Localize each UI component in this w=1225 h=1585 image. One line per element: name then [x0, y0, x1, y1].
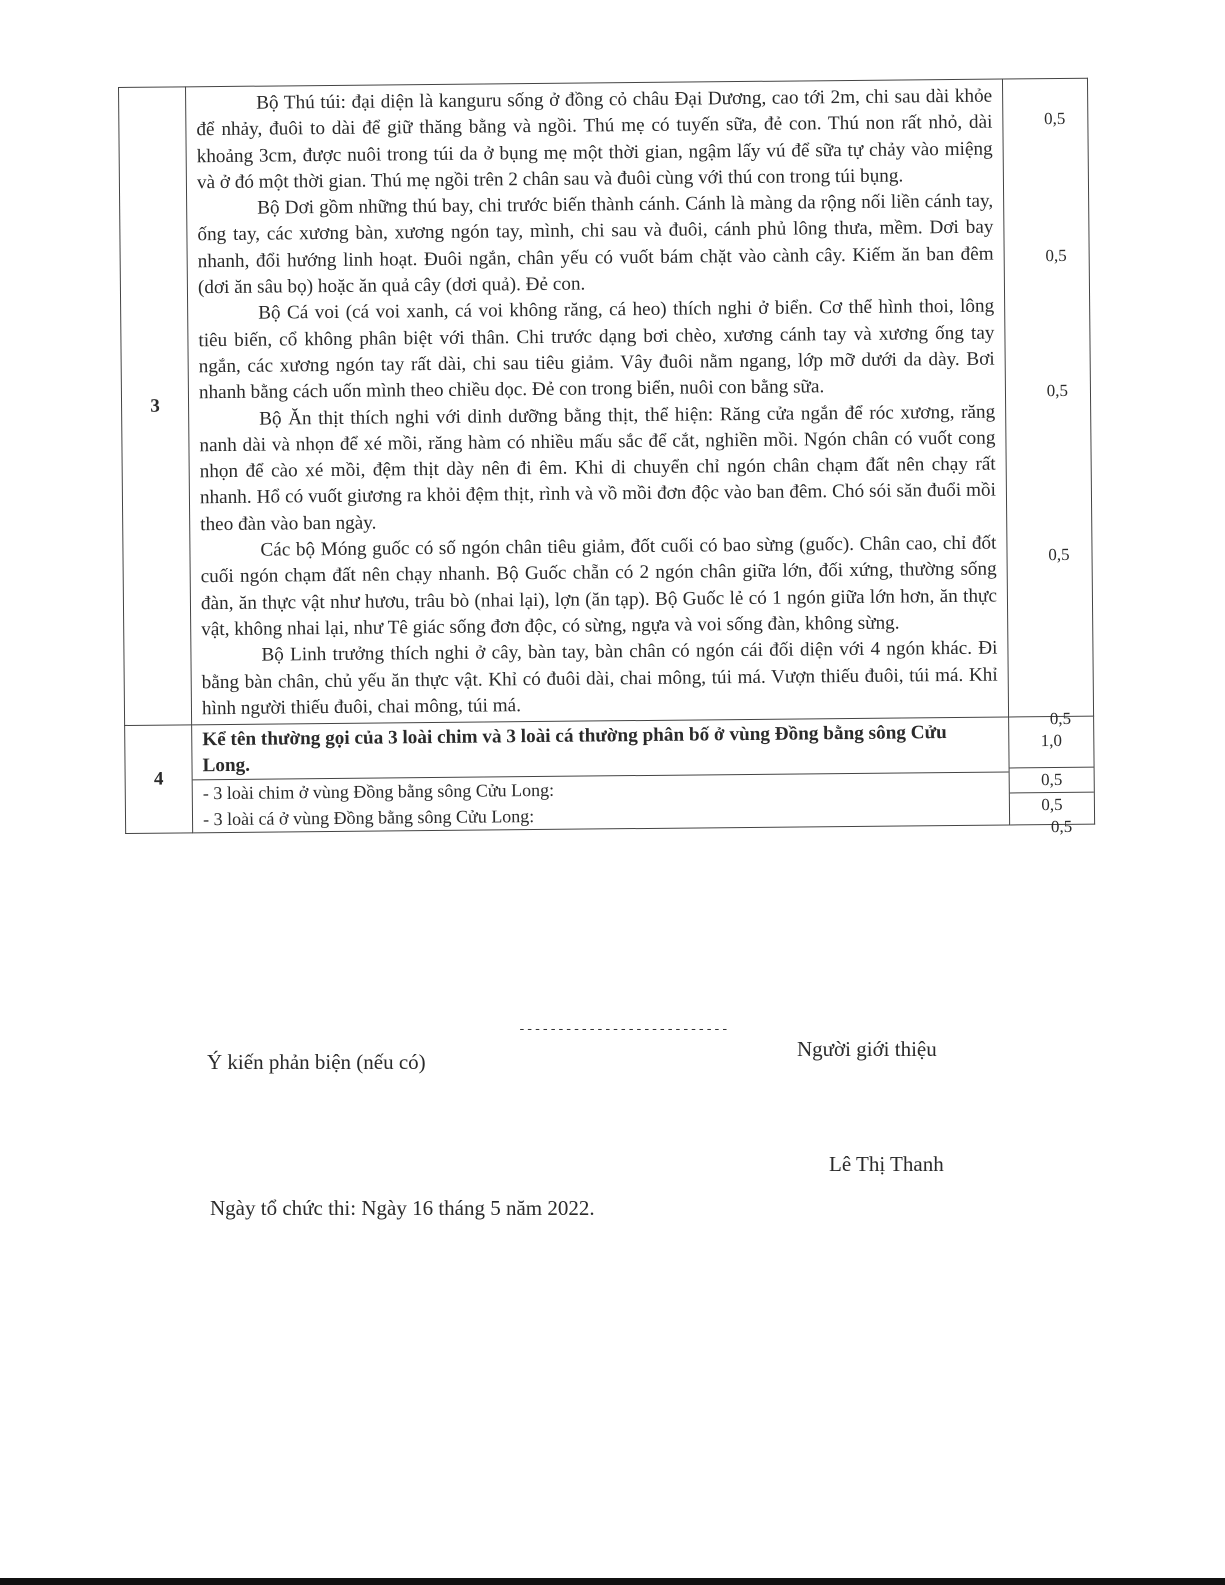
score-item-birds: 0,5: [1010, 767, 1094, 793]
question-4-text: Kể tên thường gọi của 3 loài chim và 3 loài cá thường phân bố ở vùng Đồng bằng sông Cửu Long.: [202, 722, 947, 777]
answer-paragraph-marsupials: Bộ Thú túi: đại diện là kanguru sống ở đồng cỏ châu Đại Dương, cao tới 2m, chi sau dài khỏe để nhảy, đuôi to dài để giữ thăng bằng và ngồi. Thú mẹ có tuyến sữa, đẻ con. Thú non rất nhỏ, dài khoảng 3cm, được nuôi trong túi da ở bụng mẹ một thời gian, ngậm lấy vú để sữa tự chảy vào miệng và ở đó một thời gian. Thú mẹ ngồi trên 2 chân sau và đuôi cùng với thú con trong túi bụng.: [196, 85, 993, 194]
question-4-item-birds: - 3 loài chim ở vùng Đồng bằng sông Cửu Long:: [193, 772, 1009, 807]
score-marsupials: 0,5: [1044, 108, 1066, 129]
score-bats: 0,5: [1045, 245, 1067, 266]
score-question-4: 1,0: [1040, 731, 1063, 751]
answer-table: [118, 78, 1073, 837]
question-4-content: [192, 717, 1010, 833]
score-ungulates: 0,5: [1049, 708, 1072, 729]
score-whales: 0,5: [1046, 380, 1069, 401]
question-4-row: [125, 716, 1095, 833]
divider-line: ---------------------------: [518, 1022, 729, 1037]
introducer-label: Người giới thiệu: [797, 1037, 937, 1061]
scan-edge: [0, 1578, 1225, 1585]
question-3-content: [186, 79, 1009, 725]
answer-paragraph-carnivores: Bộ Ăn thịt thích nghi với dinh dưỡng bằng thịt, thể hiện: Răng cửa ngắn để róc xương, răng nanh dài và nhọn để xé mồi, răng hàm có nhiều mấu sắc để cắt, nghiền mồi. Ngón chân có vuốt cong nhọn để cào xé mồi, đệm thịt dày nên đi êm. Khi di chuyển chỉ ngón chân chạm đất nên chạy rất nhanh. Hổ có vuốt giương ra khỏi đệm thịt, rình và vồ mồi đơn độc vào ban đêm. Chó sói săn đuổi mồi theo đàn vào ban ngày.: [199, 401, 997, 535]
answer-paragraph-whales: Bộ Cá voi (cá voi xanh, cá voi không răng, cá heo) thích nghi ở biển. Cơ thể hình thoi, lông tiêu biến, cổ không phân biệt với thân. Chi trước dạng bơi chèo, xương cánh tay và xương ống tay ngắn, các xương ngón tay rất dài, chi sau tiêu giảm. Vây đuôi nằm ngang, lớp mỡ dưới da dày. Bơi nhanh bằng cách uốn mình theo chiều dọc. Đẻ con trong biển, nuôi con bằng sữa.: [198, 295, 995, 404]
exam-date: Ngày tổ chức thi: Ngày 16 tháng 5 năm 2022.: [210, 1196, 595, 1220]
question-4-scores: [1009, 716, 1095, 825]
score-carnivores: 0,5: [1048, 544, 1070, 565]
question-3-row: [119, 78, 1094, 725]
answer-paragraph-primates: Bộ Linh trưởng thích nghi ở cây, bàn tay, bàn chân có ngón cái đối diện với 4 ngón khác. Đi bằng bàn chân, chủ yếu ăn thực vật. Khỉ có đuôi dài, chai mông, túi má. Vượn thiếu đuôi, túi má. Khỉ hình người thiếu đuôi, chai mông, túi má.: [201, 637, 998, 720]
question-3-number: 3: [119, 87, 192, 726]
score-item-fish: 0,5: [1010, 792, 1094, 818]
answer-paragraph-ungulates: Các bộ Móng guốc có số ngón chân tiêu giảm, đốt cuối có bao sừng (guốc). Chân cao, chỉ đốt cuối ngón chạm đất nên chạy nhanh. Bộ Guốc chẵn có 2 ngón chân giữa lớn, đối xứng, thường sống đàn, ăn thực vật như hươu, trâu bò (nhai lại), lợn (ăn tạp). Bộ Guốc lẻ có 1 ngón giữa lớn hơn, ăn thực vật, không nhai lại, như Tê giác sống đơn độc, có sừng, ngựa và voi sống đàn, không sừng.: [200, 532, 998, 641]
question-4-number: 4: [125, 725, 193, 834]
question-4-item-fish: - 3 loài cá ở vùng Đồng bằng sông Cửu Long:: [202, 806, 535, 830]
score-primates: 0,5: [1050, 816, 1073, 837]
review-label: Ý kiến phản biện (nếu có): [207, 1050, 426, 1074]
introducer-name: Lê Thị Thanh: [829, 1152, 944, 1176]
answer-paragraph-bats: Bộ Dơi gồm những thú bay, chi trước biến thành cánh. Cánh là màng da rộng nối liền cánh tay, ống tay, các xương bàn, xương ngón tay, mình, chi sau và đuôi, cánh phủ lông thưa, mềm. Dơi bay nhanh, đổi hướng linh hoạt. Đuôi ngắn, chân yếu có vuốt bám chặt vào cành cây. Kiếm ăn ban đêm (dơi ăn sâu bọ) hoặc ăn quả cây (dơi quả). Đẻ con.: [197, 190, 994, 299]
